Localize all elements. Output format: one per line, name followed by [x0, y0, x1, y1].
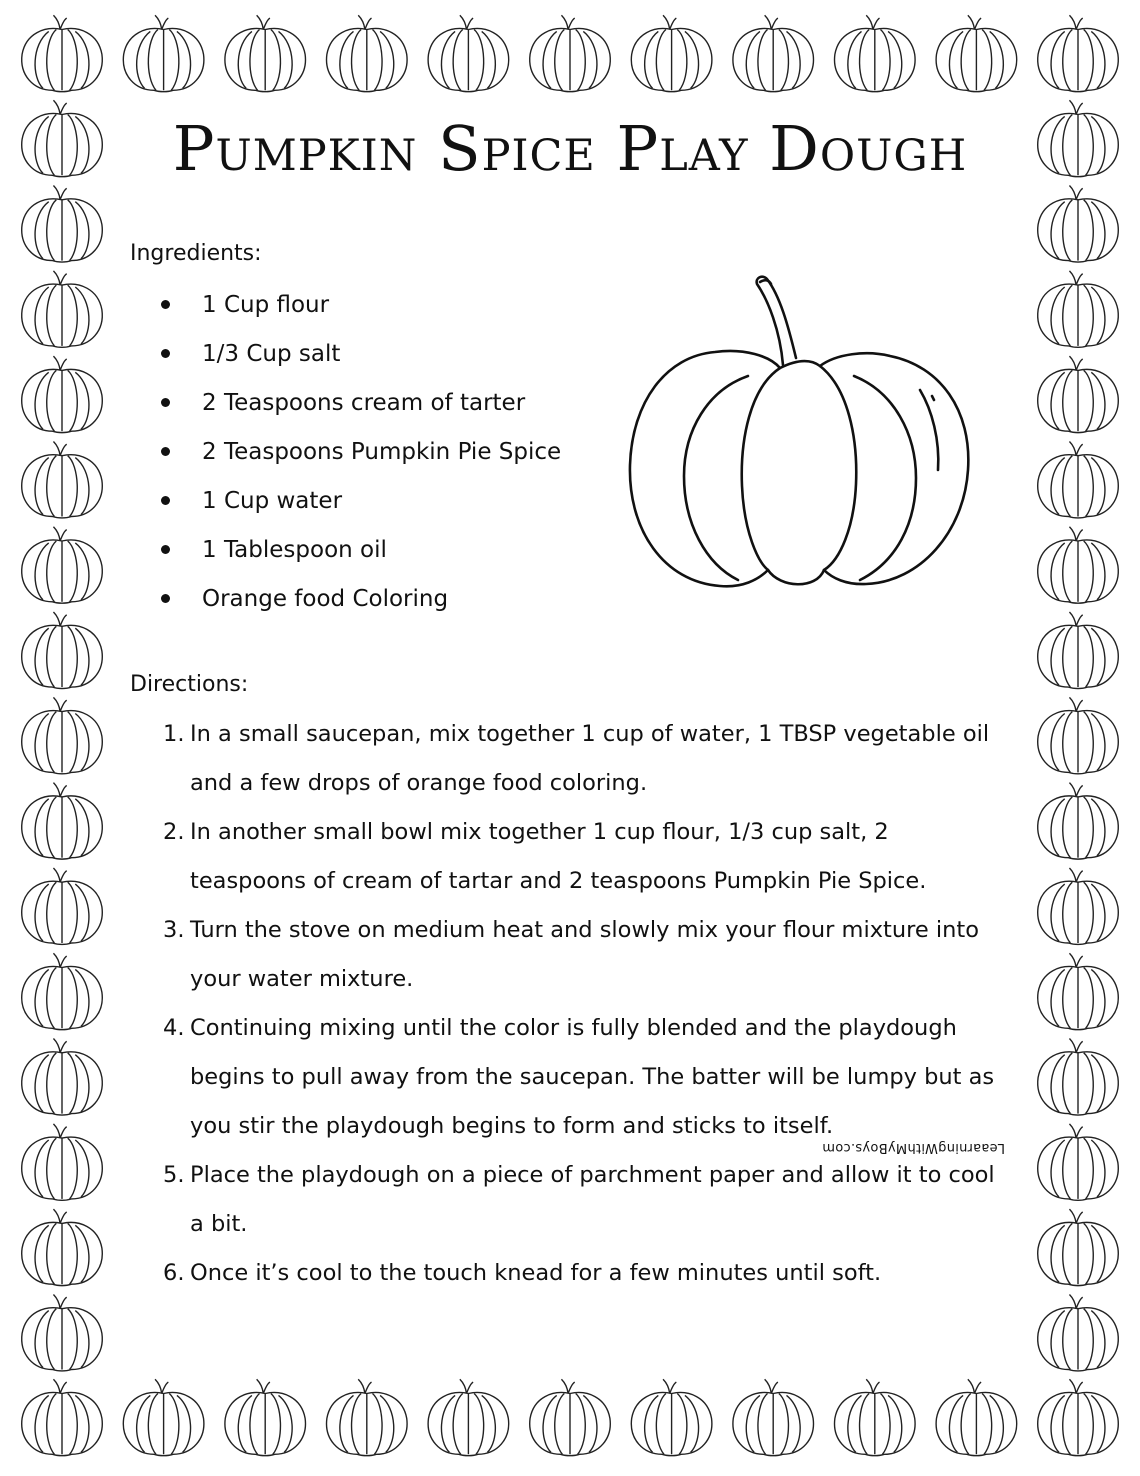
- bullet-icon: [161, 349, 170, 358]
- pumpkin-icon: [428, 15, 509, 91]
- list-item: [155, 525, 615, 574]
- list-item: [163, 808, 1008, 906]
- page-title: Pumpkin Spice Play Dough: [172, 112, 968, 185]
- step-number: 5.: [163, 1162, 185, 1188]
- ingredient-text: 1 Tablespoon oil: [202, 536, 387, 563]
- list-item: [155, 476, 615, 525]
- pumpkin-icon: [225, 15, 306, 91]
- ingredient-text: Orange food Coloring: [202, 585, 449, 612]
- pumpkin-icon: [22, 1379, 103, 1455]
- list-item: [163, 710, 1008, 808]
- directions-list: [163, 710, 1008, 1298]
- pumpkin-icon: [631, 1379, 712, 1455]
- bullet-icon: [161, 545, 170, 554]
- pumpkin-icon: [1038, 1294, 1119, 1370]
- pumpkin-icon: [22, 1294, 103, 1370]
- pumpkin-icon: [22, 100, 103, 176]
- pumpkin-icon: [123, 1379, 204, 1455]
- pumpkin-icon: [1038, 1209, 1119, 1285]
- ingredient-text: 2 Teaspoons cream of tarter: [202, 389, 526, 416]
- pumpkin-icon: [733, 15, 814, 91]
- bullet-icon: [161, 300, 170, 309]
- pumpkin-icon: [1038, 868, 1119, 944]
- ingredient-text: 2 Teaspoons Pumpkin Pie Spice: [202, 438, 562, 465]
- step-text: Turn the stove on medium heat and slowly mix your flour mixture into your water mixture.: [190, 917, 979, 992]
- pumpkin-icon: [22, 527, 103, 603]
- pumpkin-icon: [1038, 186, 1119, 262]
- ingredient-text: 1 Cup water: [202, 487, 343, 514]
- pumpkin-icon: [22, 612, 103, 688]
- ingredients-list: [155, 280, 615, 623]
- pumpkin-icon: [1038, 527, 1119, 603]
- pumpkin-icon: [22, 271, 103, 347]
- pumpkin-icon: [835, 15, 916, 91]
- ingredient-text: 1/3 Cup salt: [202, 340, 341, 367]
- list-item: [155, 280, 615, 329]
- list-item: [155, 574, 615, 623]
- pumpkin-icon: [530, 15, 611, 91]
- pumpkin-icon: [1038, 953, 1119, 1029]
- bullet-icon: [161, 398, 170, 407]
- pumpkin-icon: [1038, 100, 1119, 176]
- pumpkin-icon: [936, 1379, 1017, 1455]
- pumpkin-icon: [936, 15, 1017, 91]
- pumpkin-icon: [225, 1379, 306, 1455]
- step-number: 1.: [163, 721, 185, 747]
- pumpkin-icon: [22, 15, 103, 91]
- pumpkin-icon: [327, 1379, 408, 1455]
- list-item: [163, 1249, 1008, 1298]
- step-number: 3.: [163, 917, 185, 943]
- list-item: [155, 329, 615, 378]
- pumpkin-icon: [22, 868, 103, 944]
- pumpkin-icon: [1038, 271, 1119, 347]
- pumpkin-icon: [428, 1379, 509, 1455]
- pumpkin-icon: [22, 1124, 103, 1200]
- list-item: [163, 906, 1008, 1004]
- pumpkin-icon: [22, 783, 103, 859]
- pumpkin-icon: [22, 441, 103, 517]
- step-text: Continuing mixing until the color is fully blended and the playdough begins to pull away from the saucepan. The batter will be lumpy but as you stir the playdough begins to form and sticks to itself.: [190, 1015, 995, 1139]
- pumpkin-icon: [1038, 612, 1119, 688]
- footer-url: LeaarningWithMyBoys.com: [822, 1140, 1005, 1155]
- pumpkin-icon: [1038, 783, 1119, 859]
- step-number: 6.: [163, 1260, 185, 1286]
- list-item: [155, 378, 615, 427]
- pumpkin-icon: [631, 15, 712, 91]
- ingredients-heading: Ingredients:: [130, 241, 262, 266]
- step-text: In a small saucepan, mix together 1 cup of water, 1 TBSP vegetable oil and a few drops of orange food coloring.: [190, 721, 990, 796]
- step-number: 2.: [163, 819, 185, 845]
- step-text: Once it’s cool to the touch knead for a few minutes until soft.: [190, 1260, 882, 1286]
- pumpkin-icon: [22, 1209, 103, 1285]
- pumpkin-icon: [1038, 1039, 1119, 1115]
- pumpkin-icon: [22, 1039, 103, 1115]
- list-item: [163, 1151, 1008, 1249]
- bullet-icon: [161, 496, 170, 505]
- pumpkin-icon: [123, 15, 204, 91]
- bullet-icon: [161, 447, 170, 456]
- pumpkin-icon: [835, 1379, 916, 1455]
- step-number: 4.: [163, 1015, 185, 1041]
- step-text: Place the playdough on a piece of parchment paper and allow it to cool a bit.: [190, 1162, 995, 1237]
- pumpkin-icon: [620, 270, 980, 630]
- list-item: [155, 427, 615, 476]
- pumpkin-icon: [22, 186, 103, 262]
- ingredient-text: 1 Cup flour: [202, 291, 330, 318]
- step-text: In another small bowl mix together 1 cup flour, 1/3 cup salt, 2 teaspoons of cream of tartar and 2 teaspoons Pumpkin Pie Spice.: [190, 819, 927, 894]
- pumpkin-icon: [1038, 356, 1119, 432]
- directions-heading: Directions:: [130, 672, 249, 697]
- pumpkin-icon: [1038, 1124, 1119, 1200]
- pumpkin-icon: [1038, 697, 1119, 773]
- pumpkin-icon: [22, 356, 103, 432]
- list-item: [163, 1004, 1008, 1151]
- pumpkin-icon: [733, 1379, 814, 1455]
- pumpkin-icon: [1038, 441, 1119, 517]
- pumpkin-icon: [530, 1379, 611, 1455]
- pumpkin-icon: [22, 697, 103, 773]
- pumpkin-icon: [327, 15, 408, 91]
- pumpkin-icon: [1038, 1379, 1119, 1455]
- pumpkin-icon: [1038, 15, 1119, 91]
- bullet-icon: [161, 594, 170, 603]
- pumpkin-icon: [22, 953, 103, 1029]
